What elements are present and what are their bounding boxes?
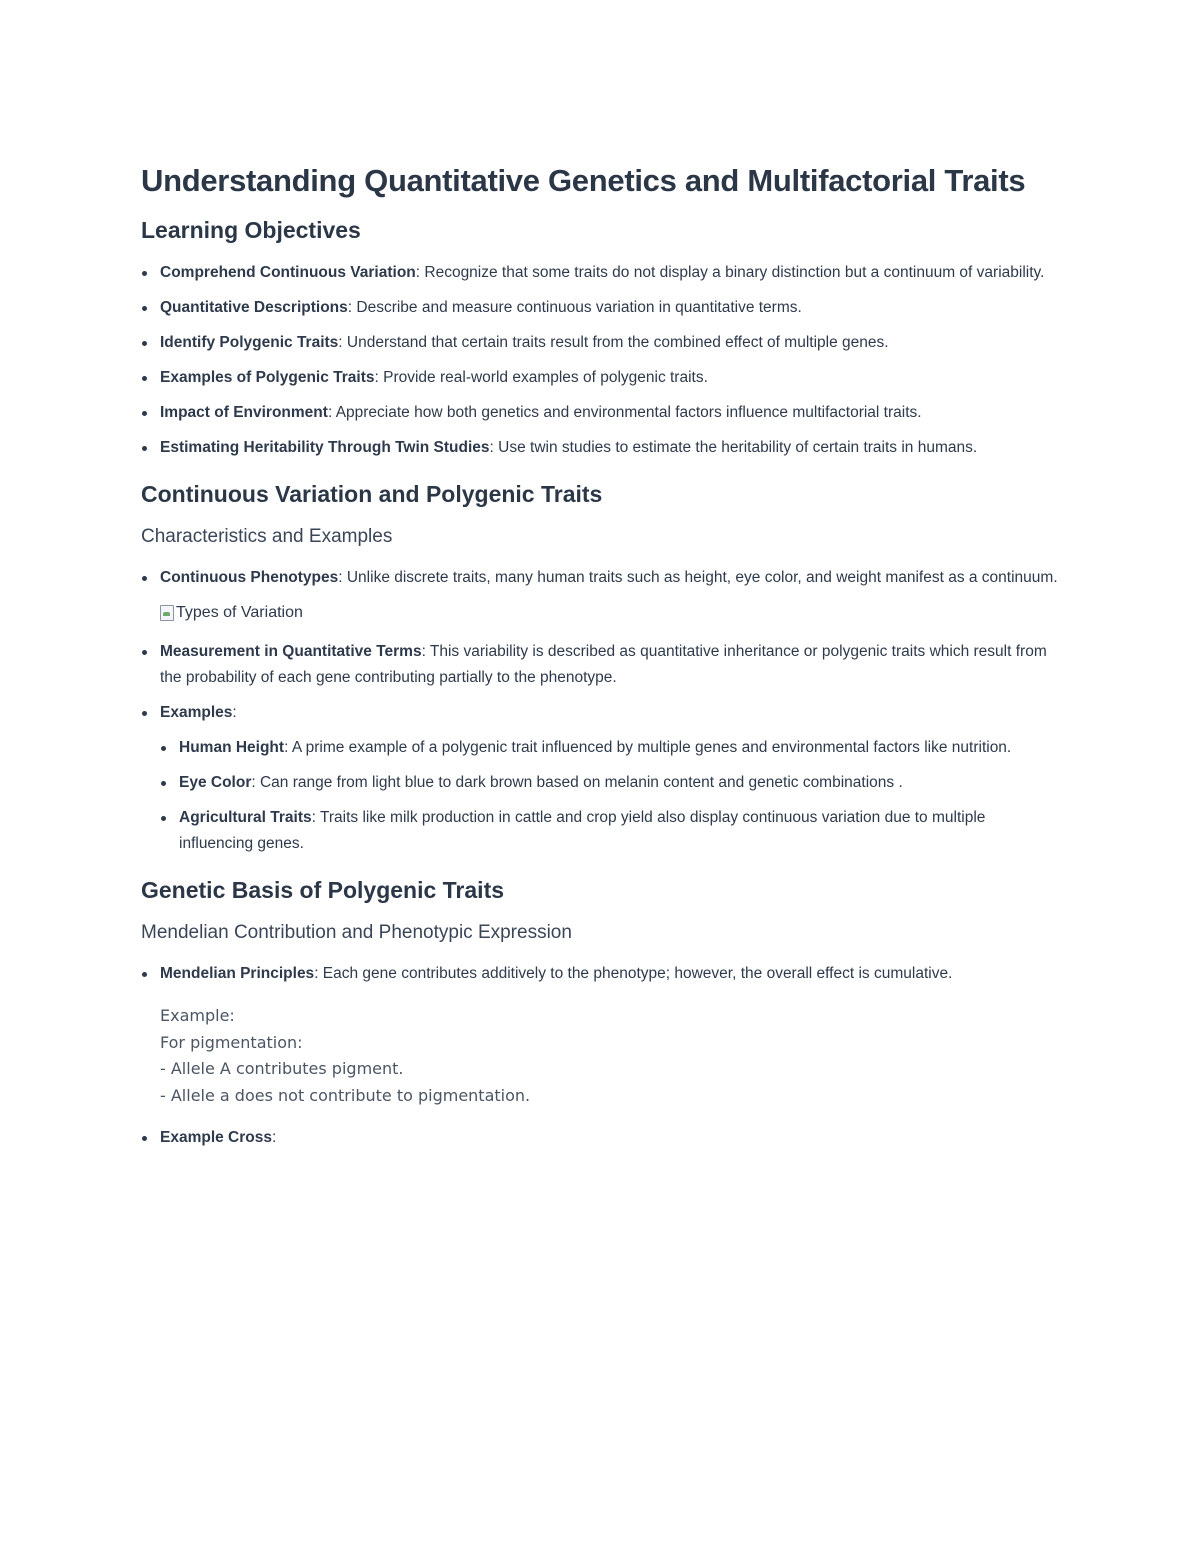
mendelian-list [141, 961, 1061, 1151]
code-block [160, 1003, 1061, 1109]
objective-item: Estimating Heritability Through Twin Studies: Use twin studies to estimate the heritability of certain traits in humans. [141, 435, 1061, 461]
code-line: - Allele a does not contribute to pigmentation. [160, 1085, 531, 1105]
types-of-variation-image: Types of Variation [160, 600, 303, 626]
learning-objectives-list [141, 260, 1061, 461]
page-title: Understanding Quantitative Genetics and Multifactorial Traits [141, 163, 1026, 198]
list-item: Continuous Phenotypes: Unlike discrete traits, many human traits such as height, eye color, and weight manifest as a continuum. Types of Variation [141, 565, 1061, 630]
objective-item: Examples of Polygenic Traits: Provide real-world examples of polygenic traits. [141, 365, 1061, 391]
objective-item: Impact of Environment: Appreciate how both genetics and environmental factors influence multifactorial traits. [141, 400, 1061, 426]
list-item: Examples: Human Height: A prime example of a polygenic trait influenced by multiple genes and environmental factors like nutrition. Eye Color: Can range from light blue to dark brown based on melanin content and genetic combinations . Agricultural Traits: Traits like milk production in cattle and crop yield also display continuous variation due to multiple influencing genes. [141, 700, 1061, 857]
document-page [141, 150, 1061, 1151]
list-item: Measurement in Quantitative Terms: This variability is described as quantitative inheritance or polygenic traits which result from the probability of each gene contributing partially to the phenotype. [141, 639, 1061, 691]
examples-list [160, 735, 1061, 857]
objective-item: Comprehend Continuous Variation: Recognize that some traits do not display a binary distinction but a continuum of variability. [141, 260, 1061, 286]
code-line: Example: [160, 1006, 235, 1025]
objective-item: Identify Polygenic Traits: Understand that certain traits result from the combined effect of multiple genes. [141, 330, 1061, 356]
mendelian-subheading: Mendelian Contribution and Phenotypic Expression [141, 922, 572, 943]
example-item: Agricultural Traits: Traits like milk production in cattle and crop yield also display continuous variation due to multiple influencing genes. [160, 805, 1061, 857]
broken-image-icon [160, 605, 174, 621]
code-line: - Allele A contributes pigment. [160, 1059, 404, 1078]
code-line: For pigmentation: [160, 1032, 303, 1052]
genetic-basis-heading: Genetic Basis of Polygenic Traits [141, 877, 505, 903]
example-item: Human Height: A prime example of a polygenic trait influenced by multiple genes and environmental factors like nutrition. [160, 735, 1061, 761]
characteristics-list [141, 565, 1061, 857]
characteristics-subheading: Characteristics and Examples [141, 526, 393, 547]
continuous-variation-heading: Continuous Variation and Polygenic Traits [141, 481, 603, 507]
example-item: Eye Color: Can range from light blue to dark brown based on melanin content and genetic combinations . [160, 770, 1061, 796]
objective-item: Quantitative Descriptions: Describe and measure continuous variation in quantitative terms. [141, 295, 1061, 321]
learning-objectives-heading: Learning Objectives [141, 217, 361, 243]
list-item: Example Cross: [141, 1125, 1061, 1151]
list-item: Mendelian Principles: Each gene contributes additively to the phenotype; however, the overall effect is cumulative. Example: For pigmentation: - Allele A contributes pigment. - Allele a does not contribute to pigmentation. [141, 961, 1061, 1109]
